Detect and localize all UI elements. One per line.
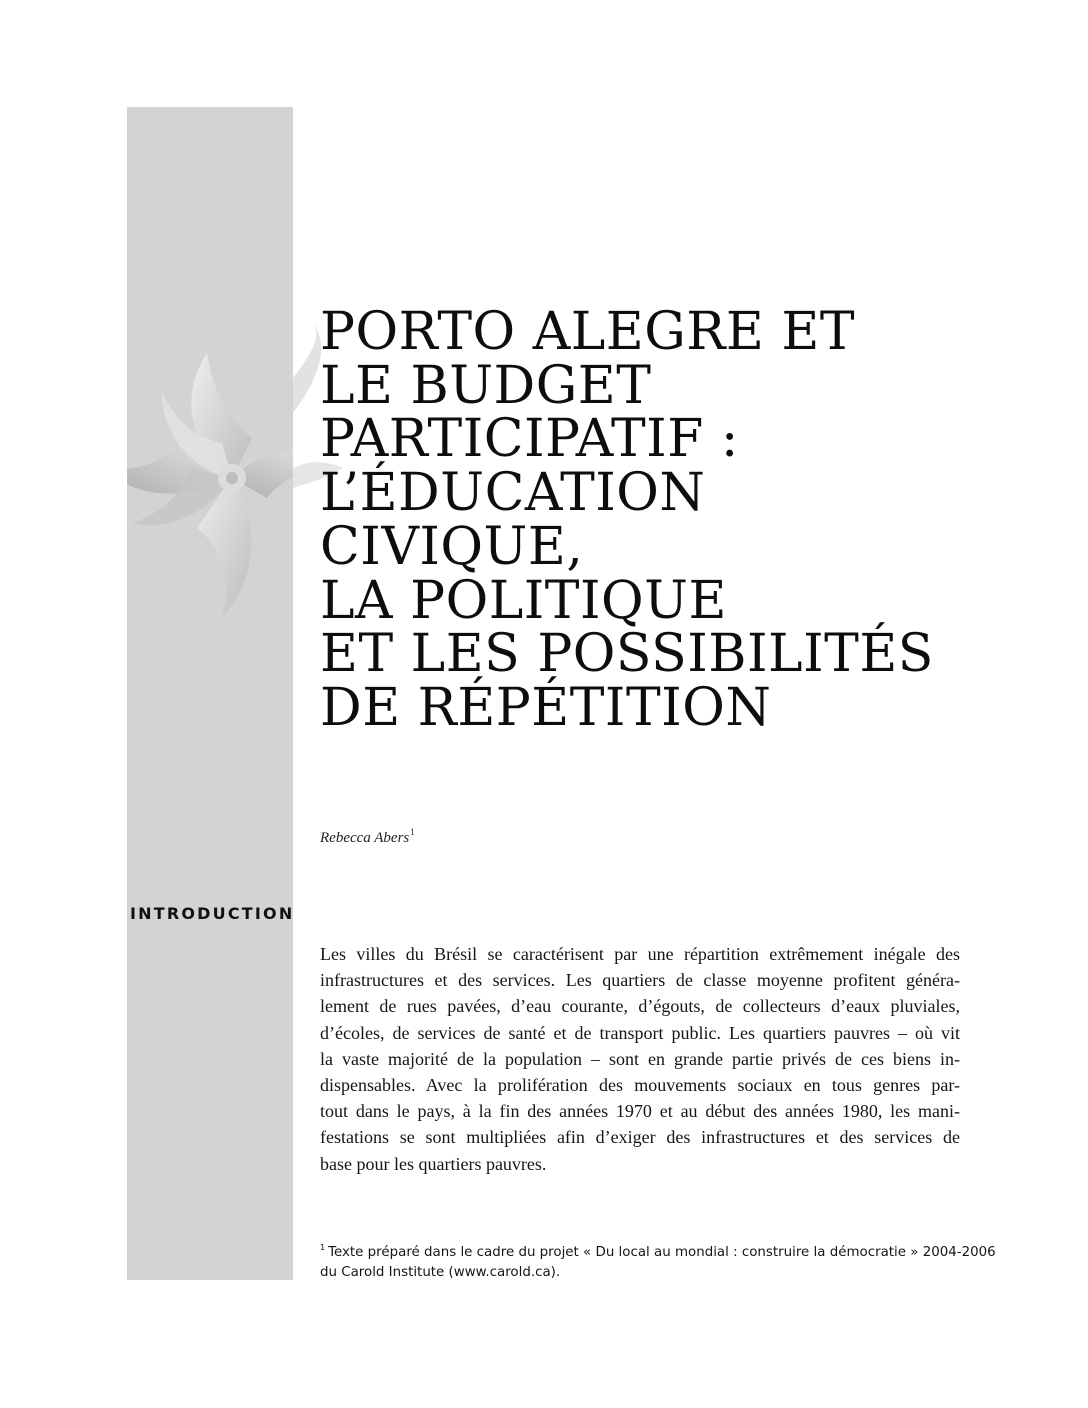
title-line: LA POLITIQUE xyxy=(320,570,727,631)
footnote-line: du Carold Institute (www.carold.ca). xyxy=(320,1264,561,1280)
author-footnote-ref: 1 xyxy=(410,827,415,837)
article-title xyxy=(320,302,1020,738)
body-line: lement de rues pavées, d’eau courante, d’égouts, de collecteurs d’eaux pluviales, xyxy=(320,996,960,1017)
title-line: DE RÉPÉTITION xyxy=(320,677,772,738)
author-name: Rebecca Abers xyxy=(320,830,410,846)
title-line: LE BUDGET xyxy=(320,355,652,416)
body-line: base pour les quartiers pauvres. xyxy=(320,1153,547,1174)
body-line: dispensables. Avec la prolifération des mouvements sociaux en tous genres par- xyxy=(320,1075,960,1096)
body-line: tout dans le pays, à la fin des années 1970 et au début des années 1980, les mani- xyxy=(320,1101,960,1122)
swirl-logo-icon xyxy=(127,318,293,648)
author-byline xyxy=(320,827,415,847)
decorative-gray-band xyxy=(127,107,293,1280)
title-line: L’ÉDUCATION xyxy=(320,463,706,524)
body-line: infrastructures et des services. Les quartiers de classe moyenne profitent généra- xyxy=(320,970,960,991)
body-line: Les villes du Brésil se caractérisent par une répartition extrêmement inégale des xyxy=(320,944,960,964)
title-line: PORTO ALEGRE ET xyxy=(320,302,856,362)
section-heading: INTRODUCTION xyxy=(130,904,295,923)
footnote-text: Texte préparé dans le cadre du projet « Du local au mondial : construire la démocratie » 2004-2006 xyxy=(328,1245,996,1260)
footnote-number: 1 xyxy=(320,1243,326,1252)
body-line: festations se sont multipliées afin d’exiger des infrastructures et des services de xyxy=(320,1127,960,1148)
title-line: CIVIQUE, xyxy=(320,516,584,577)
footnote xyxy=(320,1238,996,1282)
body-line: la vaste majorité de la population – sont en grande partie privés de ces biens in- xyxy=(320,1048,960,1069)
body-line: d’écoles, de services de santé et de transport public. Les quartiers pauvres – où vit xyxy=(320,1022,960,1043)
footnote-line xyxy=(320,1238,996,1263)
title-line: PARTICIPATIF : xyxy=(320,409,739,470)
body-paragraph xyxy=(320,941,960,1177)
title-line: ET LES POSSIBILITÉS xyxy=(320,624,934,685)
